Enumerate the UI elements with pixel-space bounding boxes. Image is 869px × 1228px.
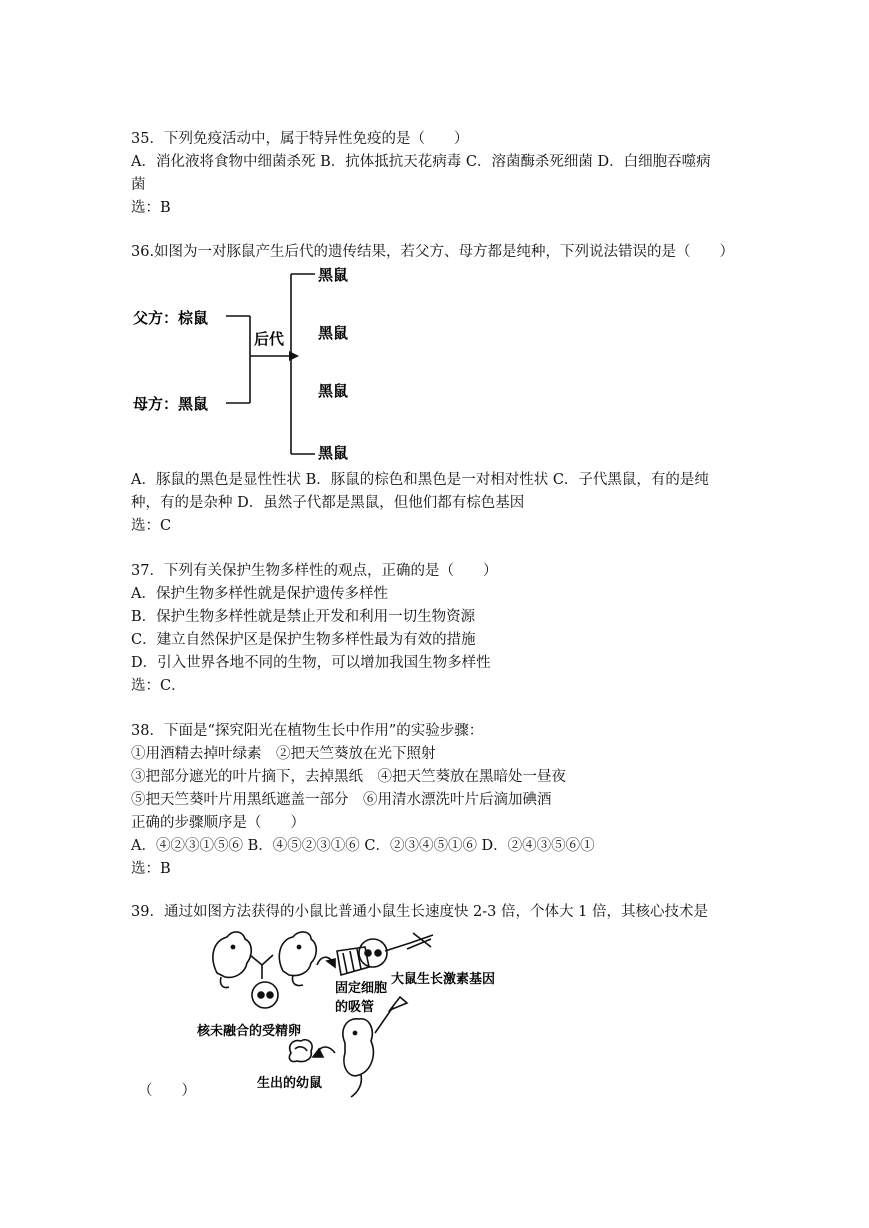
options-text-cont: 菌: [131, 177, 146, 193]
baby-label: 生出的幼鼠: [257, 1076, 323, 1091]
question-stem: 39．通过如图方法获得的小鼠比普通小鼠生长速度快 2-3 倍，个体大 1 倍，其核心技术是: [131, 904, 708, 920]
steps-line-1: ①用酒精去掉叶绿素 ②把天竺葵放在光下照射: [131, 746, 436, 762]
offspring-3: 黑鼠: [318, 382, 349, 400]
answer-text: 选：B: [131, 861, 171, 877]
option-a: A．保护生物多样性就是保护遗传多样性: [131, 586, 388, 602]
question-35: [131, 128, 743, 220]
surrogate-mouse-icon: [343, 1019, 373, 1076]
egg-label: 核未融合的受精卵: [197, 1024, 302, 1039]
option-c: C．建立自然保护区是保护生物多样性最为有效的措施: [131, 632, 476, 648]
options-text: A．豚鼠的黑色是显性性状 B．豚鼠的棕色和黑色是一对相对性状 C．子代黑鼠，有的是纯: [131, 472, 709, 488]
answer-text: 选：C: [131, 518, 172, 534]
offspring-label: 后代: [254, 330, 285, 348]
steps-line-3: ⑤把天竺葵叶片用黑纸遮盖一部分 ⑥用清水漂洗叶片后滴加碘酒: [131, 792, 552, 808]
options-text: A．④②③①⑤⑥ B．④⑤②③①⑥ C．②③④⑤①⑥ D．②④③⑤⑥①: [131, 838, 595, 854]
parent-mouse-icon: [279, 932, 316, 976]
option-d: D．引入世界各地不同的生物，可以增加我国生物多样性: [131, 655, 491, 671]
gene-label: 大鼠生长激素基因: [391, 972, 496, 987]
pipette-label-line1: 固定细胞: [335, 981, 388, 996]
question-stem: 35．下列免疫活动中，属于特异性免疫的是（ ）: [131, 131, 469, 147]
question-stem: 37．下列有关保护生物多样性的观点，正确的是（ ）: [131, 563, 498, 579]
transgenic-mouse-diagram: [195, 925, 515, 1100]
baby-mice-icon: [289, 1040, 312, 1062]
question-prompt: 正确的步骤顺序是（ ）: [131, 815, 305, 831]
answer-text: 选：C．: [131, 678, 186, 694]
pipette-label-line2: 的吸管: [335, 1000, 375, 1015]
answer-text: 选：B: [131, 200, 171, 216]
question-36: [131, 241, 743, 264]
guinea-pig-inheritance-diagram: [131, 266, 371, 466]
question-37: [131, 560, 743, 698]
question-stem: 36.如图为一对豚鼠产生后代的遗传结果，若父方、母方都是纯种，下列说法错误的是（ ）: [131, 244, 735, 260]
father-label: 父方：棕鼠: [133, 309, 209, 327]
steps-line-2: ③把部分遮光的叶片摘下，去掉黑纸 ④把天竺葵放在黑暗处一昼夜: [131, 769, 566, 785]
question-stem: 38．下面是“探究阳光在植物生长中作用”的实验步骤：: [131, 723, 484, 739]
question-36-options: [131, 469, 743, 538]
mother-label: 母方：黑鼠: [133, 395, 209, 413]
question-38: [131, 720, 743, 881]
offspring-2: 黑鼠: [318, 324, 349, 342]
options-text-cont: 种，有的是杂种 D．虽然子代都是黑鼠，但他们都有棕色基因: [131, 495, 525, 511]
option-b: B．保护生物多样性就是禁止开发和利用一切生物资源: [131, 609, 476, 625]
offspring-4: 黑鼠: [318, 444, 349, 462]
answer-blank: （ ）: [138, 1083, 196, 1099]
parent-mouse-icon: [213, 932, 251, 977]
question-39: [131, 901, 743, 924]
question-39-blank: [138, 1080, 750, 1103]
options-text: A．消化液将食物中细菌杀死 B．抗体抵抗天花病毒 C．溶菌酶杀死细菌 D．白细胞吞噬病: [131, 154, 711, 170]
offspring-1: 黑鼠: [318, 266, 349, 284]
